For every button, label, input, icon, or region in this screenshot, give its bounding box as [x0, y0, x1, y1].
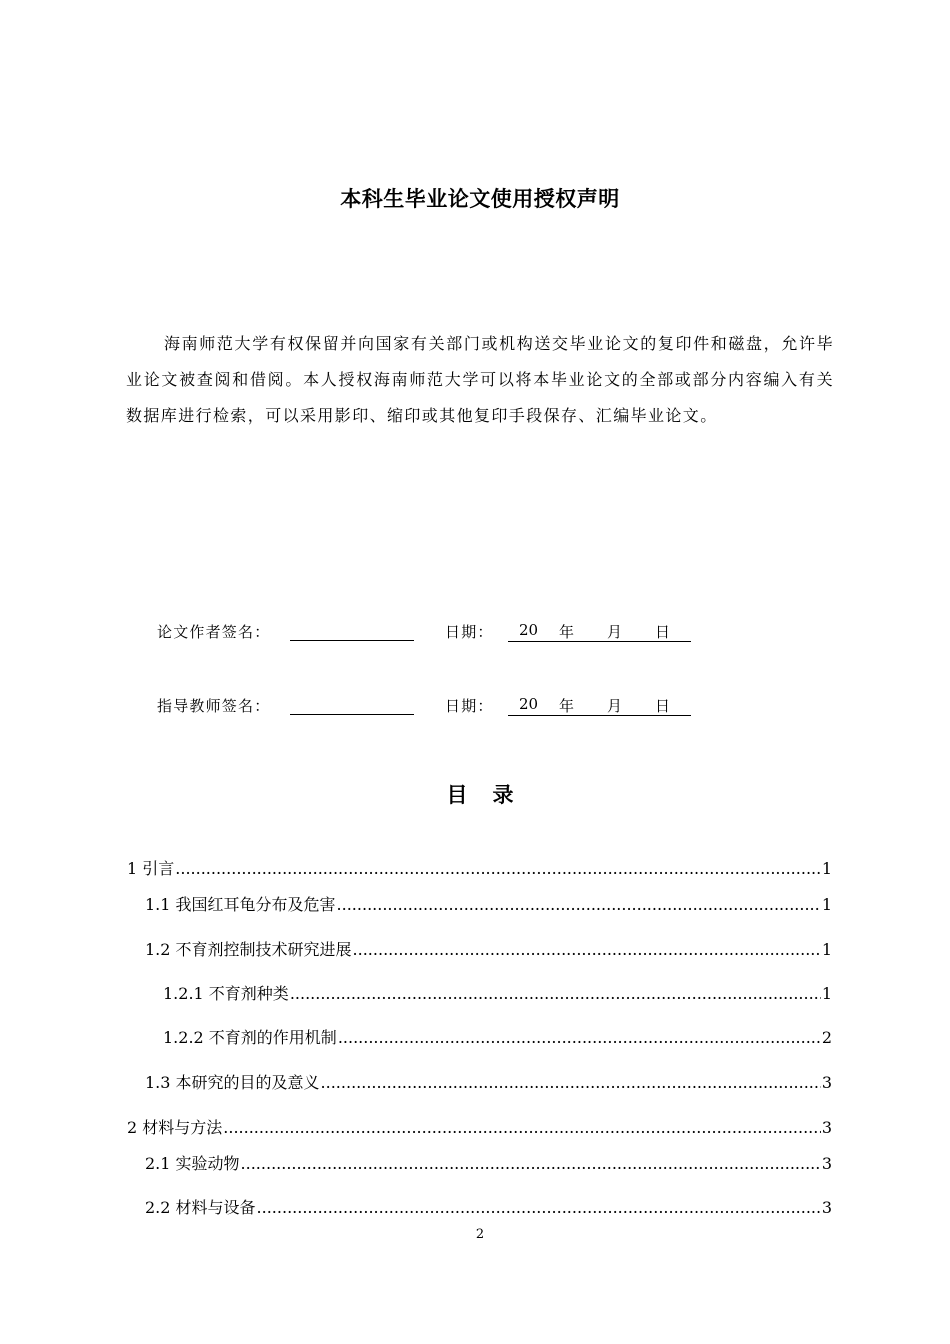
advisor-date-line [508, 695, 691, 716]
toc-entry-page: 3 [821, 1154, 832, 1173]
toc-leader-dots [175, 859, 821, 878]
toc-entry-text: 2 材料与方法 [127, 1118, 223, 1137]
toc-entry-text: 1.2.2 不育剂的作用机制 [163, 1028, 337, 1047]
advisor-date-label: 日期： [445, 697, 494, 715]
toc-entry-page: 3 [821, 1073, 832, 1092]
declaration-title: 本科生毕业论文使用授权声明 [340, 187, 620, 211]
toc-entry-text: 1.2 不育剂控制技术研究进展 [145, 940, 352, 959]
toc-leader-dots [257, 1198, 821, 1217]
toc-entry-text: 1.2.1 不育剂种类 [163, 984, 289, 1003]
author-date-line [508, 621, 691, 642]
toc-entry-text: 2.2 材料与设备 [145, 1198, 256, 1217]
toc-leader-dots [338, 1028, 821, 1047]
toc-entry[interactable] [163, 981, 832, 1003]
toc-entry[interactable] [145, 1070, 832, 1092]
advisor-date-day-unit: 日 [655, 697, 671, 715]
toc-entry-text: 2.1 实验动物 [145, 1154, 240, 1173]
advisor-signature-row [157, 695, 717, 719]
author-date-day-unit: 日 [655, 623, 671, 641]
toc-entry-page: 1 [821, 940, 832, 959]
author-date-month-unit: 月 [607, 623, 623, 641]
author-date-year-unit: 年 [559, 623, 575, 641]
toc-entry[interactable] [127, 856, 832, 878]
page-number: 2 [475, 1227, 485, 1242]
author-date-year: 20 [519, 621, 539, 639]
toc-entry[interactable] [145, 1151, 832, 1173]
toc-entry[interactable] [145, 892, 832, 914]
toc-entry[interactable] [145, 1195, 832, 1217]
toc-leader-dots [337, 895, 821, 914]
toc-entry[interactable] [163, 1025, 832, 1047]
toc-title: 目录 [446, 783, 539, 807]
toc-leader-dots [241, 1154, 821, 1173]
toc-entry-text: 1.3 本研究的目的及意义 [145, 1073, 320, 1092]
advisor-date-year: 20 [519, 695, 539, 713]
toc-entry-text: 1 引言 [127, 859, 175, 878]
toc-entry-page: 3 [821, 1198, 832, 1217]
toc-entry-text: 1.1 我国红耳龟分布及危害 [145, 895, 336, 914]
advisor-signature-line [290, 714, 414, 715]
advisor-signature-label: 指导教师签名： [157, 697, 271, 715]
toc-leader-dots [290, 984, 821, 1003]
advisor-date-year-unit: 年 [559, 697, 575, 715]
author-signature-label: 论文作者签名： [157, 623, 271, 641]
toc-leader-dots [353, 940, 821, 959]
author-date-label: 日期： [445, 623, 494, 641]
advisor-date-month-unit: 月 [607, 697, 623, 715]
toc-entry[interactable] [127, 1115, 832, 1137]
toc-entry-page: 1 [821, 895, 832, 914]
toc-entry-page: 1 [821, 984, 832, 1003]
toc-entry-page: 2 [821, 1028, 832, 1047]
toc-leader-dots [321, 1073, 821, 1092]
toc-entry-page: 3 [821, 1118, 832, 1137]
toc-entry[interactable] [145, 937, 832, 959]
author-signature-line [290, 640, 414, 641]
author-signature-row [157, 621, 717, 645]
declaration-paragraph: 海南师范大学有权保留并向国家有关部门或机构送交毕业论文的复印件和磁盘，允许毕业论文被查阅和借阅。本人授权海南师范大学可以将本毕业论文的全部或部分内容编入有关数据库进行检索，可以采用影印、缩印或其他复印手段保存、汇编毕业论文。 [126, 334, 834, 425]
toc-entry-page: 1 [821, 859, 832, 878]
toc-leader-dots [223, 1118, 821, 1137]
